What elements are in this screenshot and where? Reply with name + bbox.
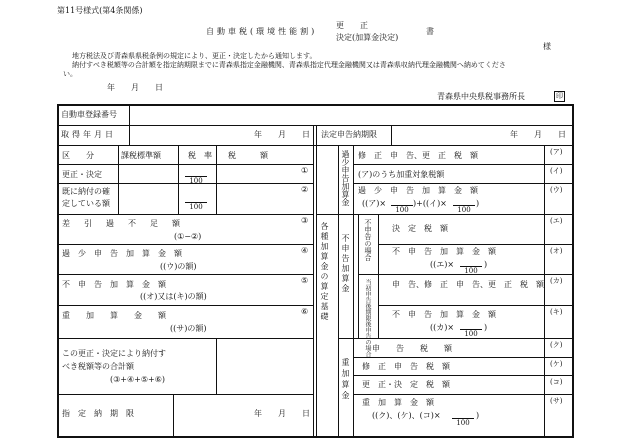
code-ka: (カ) <box>550 277 563 285</box>
no-return-case-label: 不申告の場合 <box>364 219 372 261</box>
under-row-2: (ア)のうち加重対象税額 <box>358 170 445 179</box>
notice-line-3: い。 <box>63 70 77 78</box>
row-total-line-2: べき税額等の合計額 <box>62 362 134 371</box>
deadline-date: 年 月 日 <box>510 130 566 139</box>
issuer-name: 青森県中央県税事務所長 <box>437 92 525 101</box>
heavy-row-3: 更 正・決 定 税 額 <box>362 380 450 389</box>
under-group-label: 過少申告加算金 <box>341 150 350 206</box>
heavy-row-2: 修 正 申 告 税 額 <box>362 362 450 371</box>
heavy-close: ) <box>476 411 480 420</box>
row-existing-label-2: 定している額 <box>62 199 110 208</box>
no-return-denominator: 100 <box>460 266 482 275</box>
registration-label: 自動車登録番号 <box>61 110 117 119</box>
addressee-suffix: 様 <box>543 42 551 51</box>
row-correction-label: 更正・決定 <box>62 170 102 179</box>
notice-line-1: 地方税法及び青森県県税条例の規定により、更正・決定したから通知します。 <box>72 52 317 60</box>
notice-date: 年 月 日 <box>107 83 163 92</box>
row-total-line-3: (③+④+⑤+⑥) <box>110 375 166 384</box>
code-ki: (キ) <box>550 308 563 316</box>
deadline-label: 法定申告納期限 <box>321 130 377 139</box>
no-return-formula: ((エ)× <box>430 260 455 269</box>
row-diff-label: 差 引 過 不 足 額 <box>62 219 183 228</box>
code-o: (オ) <box>550 247 563 255</box>
row-nonfile-sub: ((オ)又は(キ)の額) <box>140 292 207 301</box>
under-row-3: 過 少 申 告 加 算 金 額 <box>358 186 478 195</box>
after-due-formula: ((カ)× <box>430 323 455 332</box>
code-i: (イ) <box>550 167 563 175</box>
after-due-close: ) <box>484 323 488 332</box>
no-return-row-2: 不 申 告 加 算 金 額 <box>392 247 496 256</box>
under-formula-a: ((ア)× <box>362 199 387 208</box>
circled-1: ① <box>301 166 309 175</box>
code-ku: (ク) <box>550 341 563 349</box>
row-nonfile-label: 不 申 告 加 算 金 額 <box>62 280 166 289</box>
under-formula-denominator-1: 100 <box>391 205 413 214</box>
due-date: 年 月 日 <box>254 409 310 418</box>
row-under-sub: ((ウ)の額) <box>160 262 197 271</box>
after-due-denominator: 100 <box>460 329 482 338</box>
row-under-label: 過 少 申 告 加 算 金 額 <box>62 249 182 258</box>
heavy-formula: ((ク)、(ケ)、(コ)× <box>372 411 441 420</box>
row-existing-label-1: 既に納付の確 <box>62 187 110 196</box>
after-due-row-1: 申 告、修 正 申 告、更 正 税 額 <box>392 280 544 289</box>
code-ke: (ケ) <box>550 360 563 368</box>
nonfile-group-label: 不申告加算金 <box>341 234 350 294</box>
no-return-close: ) <box>484 260 488 269</box>
seal-mark: 印 <box>556 92 563 100</box>
row-heavy-label: 重 加 算 金 額 <box>62 311 166 320</box>
heavy-denominator: 100 <box>452 418 474 427</box>
row-heavy-sub: ((サ)の額) <box>170 324 207 333</box>
circled-5: ⑤ <box>301 276 309 285</box>
code-u: (ウ) <box>550 186 563 194</box>
after-due-case-label: 当初申告後期限後申告の場合 <box>364 279 371 357</box>
under-row-1: 修 正 申 告、更 正 税 額 <box>358 151 478 160</box>
no-return-row-1: 決 定 税 額 <box>392 224 448 233</box>
circled-4: ④ <box>301 246 309 255</box>
under-formula-c: ) <box>476 199 480 208</box>
col-kubun: 区 分 <box>62 151 94 160</box>
col-tax-base: 課税標準額 <box>121 151 161 160</box>
row-total-line-1: この更正・決定により納付す <box>62 349 166 358</box>
heavy-row-4: 重 加 算 金 額 <box>362 398 434 407</box>
side-label: 各種加算金の算定基礎 <box>320 222 329 322</box>
acquisition-label: 取得年月日 <box>61 130 116 139</box>
code-a: (ア) <box>550 148 563 156</box>
row-diff-sub: (①−②) <box>174 232 202 241</box>
code-e: (エ) <box>550 217 563 225</box>
under-formula-b: )+((イ)× <box>413 199 447 208</box>
notice-line-2: 納付すべき税額等の合計額を指定納期限までに青森県指定金融機関、青森県指定代理金融機関又は青森県収納代理金融機関へ納めてくださ <box>72 61 506 69</box>
circled-3: ③ <box>301 216 309 225</box>
under-formula-denominator-2: 100 <box>453 205 475 214</box>
title-determination: 決定(加算金決定) <box>336 33 399 42</box>
form-number: 第11号様式(第4条関係) <box>57 6 143 15</box>
circled-2: ② <box>301 185 309 194</box>
title-end: 書 <box>426 27 434 36</box>
col-tax-amount: 税 額 <box>228 151 268 160</box>
row-correction-denominator: 100 <box>185 176 207 185</box>
heavy-row-1: 申 告 税 額 <box>372 344 452 353</box>
code-sa: (サ) <box>550 397 563 405</box>
col-tax-rate: 税 率 <box>188 151 212 160</box>
row-existing-denominator: 100 <box>185 202 207 211</box>
circled-6: ⑥ <box>301 307 309 316</box>
acquisition-date: 年 月 日 <box>254 130 310 139</box>
due-label: 指 定 納 期 限 <box>62 409 134 418</box>
heavy-group-label: 重加算金 <box>341 358 350 402</box>
document-title: 自動車税(環境性能割) <box>206 27 318 36</box>
code-ko: (コ) <box>550 378 563 386</box>
title-correction: 更 正 <box>336 21 368 30</box>
after-due-row-2: 不 申 告 加 算 金 額 <box>392 310 496 319</box>
